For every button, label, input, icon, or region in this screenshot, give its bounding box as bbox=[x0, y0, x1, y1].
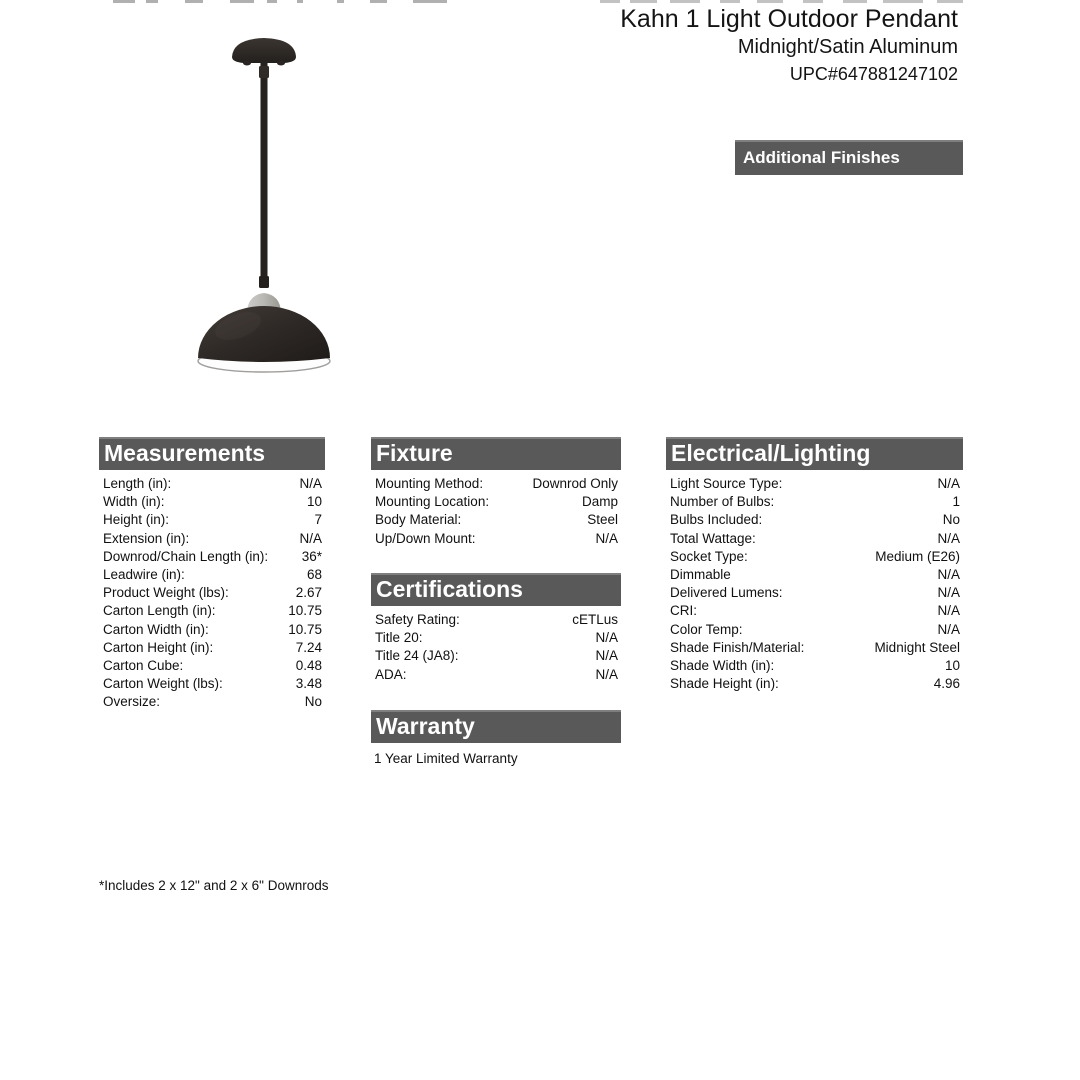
spec-row bbox=[666, 493, 963, 511]
spec-value: Downrod Only bbox=[532, 476, 618, 491]
spec-value: No bbox=[942, 512, 960, 528]
text-fragment bbox=[883, 0, 923, 3]
measurements-section bbox=[99, 437, 325, 711]
spec-label: Shade Finish/Material: bbox=[670, 639, 805, 655]
spec-value: 1 bbox=[952, 494, 960, 510]
downrod-footnote: *Includes 2 x 12" and 2 x 6" Downrods bbox=[99, 878, 329, 893]
spec-value: No bbox=[304, 694, 322, 710]
spec-row bbox=[371, 647, 621, 665]
spec-row bbox=[99, 530, 325, 548]
spec-label: Carton Width (in): bbox=[103, 621, 209, 637]
spec-value: cETLus bbox=[572, 612, 618, 627]
spec-row bbox=[99, 693, 325, 711]
spec-value: N/A bbox=[937, 476, 960, 491]
text-fragment bbox=[937, 0, 963, 3]
spec-value: N/A bbox=[595, 666, 618, 682]
spec-row bbox=[666, 530, 963, 548]
product-finish: Midnight/Satin Aluminum bbox=[737, 36, 958, 58]
text-fragment bbox=[370, 0, 387, 3]
spec-row bbox=[99, 639, 325, 657]
downrod bbox=[261, 60, 268, 288]
spec-value: 36* bbox=[301, 548, 322, 564]
text-fragment bbox=[803, 0, 823, 3]
additional-finishes-header: Additional Finishes bbox=[735, 140, 963, 175]
spec-label: Width (in): bbox=[103, 494, 165, 510]
spec-value: N/A bbox=[595, 630, 618, 646]
text-fragment bbox=[600, 0, 620, 3]
spec-row bbox=[99, 584, 325, 602]
spec-row bbox=[99, 548, 325, 566]
spec-value: 10.75 bbox=[288, 621, 322, 637]
spec-value: Steel bbox=[587, 512, 618, 528]
spec-row bbox=[666, 475, 963, 493]
certifications-section bbox=[371, 573, 621, 684]
spec-value: N/A bbox=[299, 476, 322, 491]
text-fragment bbox=[843, 0, 867, 3]
spec-row bbox=[99, 602, 325, 620]
text-fragment bbox=[720, 0, 740, 3]
spec-label: Product Weight (lbs): bbox=[103, 585, 229, 601]
text-fragment bbox=[230, 0, 254, 3]
text-fragment bbox=[297, 0, 303, 3]
spec-label: Height (in): bbox=[103, 512, 170, 528]
spec-label: Mounting Location: bbox=[375, 494, 490, 510]
spec-row bbox=[99, 511, 325, 529]
spec-label: Oversize: bbox=[103, 694, 161, 710]
product-upc: UPC#647881247102 bbox=[789, 64, 958, 84]
measurements-rows bbox=[99, 470, 325, 711]
spec-value: N/A bbox=[595, 530, 618, 546]
spec-label: Safety Rating: bbox=[375, 612, 460, 627]
spec-label: Delivered Lumens: bbox=[670, 585, 783, 601]
spec-label: Bulbs Included: bbox=[670, 512, 763, 528]
spec-row bbox=[666, 621, 963, 639]
text-fragment bbox=[337, 0, 344, 3]
spec-row bbox=[99, 657, 325, 675]
measurements-header: Measurements bbox=[99, 437, 325, 470]
spec-value: N/A bbox=[937, 621, 960, 637]
spec-value: 10 bbox=[944, 657, 960, 673]
spec-value: Medium (E26) bbox=[875, 548, 960, 564]
spec-row bbox=[666, 584, 963, 602]
spec-label: Carton Cube: bbox=[103, 657, 184, 673]
spec-value: 10 bbox=[306, 494, 322, 510]
text-fragment bbox=[185, 0, 203, 3]
spec-row bbox=[666, 657, 963, 675]
spec-row bbox=[99, 493, 325, 511]
spec-label: Total Wattage: bbox=[670, 530, 756, 546]
spec-label: Carton Length (in): bbox=[103, 603, 216, 619]
spec-value: N/A bbox=[937, 530, 960, 546]
spec-row bbox=[371, 511, 621, 529]
spec-row bbox=[371, 666, 621, 684]
spec-label: Number of Bulbs: bbox=[670, 494, 775, 510]
spec-value: N/A bbox=[937, 585, 960, 601]
certifications-header: Certifications bbox=[371, 573, 621, 606]
spec-label: Carton Weight (lbs): bbox=[103, 676, 223, 692]
spec-label: Carton Height (in): bbox=[103, 639, 214, 655]
spec-value: Midnight Steel bbox=[874, 639, 960, 655]
spec-label: Light Source Type: bbox=[670, 476, 783, 491]
spec-label: Dimmable bbox=[670, 566, 731, 582]
text-fragment bbox=[757, 0, 783, 3]
spec-value: 0.48 bbox=[295, 657, 322, 673]
spec-row bbox=[666, 675, 963, 693]
warranty-text: 1 Year Limited Warranty bbox=[374, 751, 518, 766]
text-fragment bbox=[670, 0, 700, 3]
spec-label: Title 20: bbox=[375, 630, 423, 646]
text-fragment bbox=[267, 0, 277, 3]
spec-label: Extension (in): bbox=[103, 530, 190, 546]
text-fragment bbox=[113, 0, 135, 3]
warranty-header: Warranty bbox=[371, 710, 621, 743]
spec-row bbox=[371, 493, 621, 511]
spec-row bbox=[371, 611, 621, 629]
spec-row bbox=[99, 475, 325, 493]
spec-row bbox=[371, 629, 621, 647]
spec-label: Downrod/Chain Length (in): bbox=[103, 548, 269, 564]
spec-value: 7.24 bbox=[295, 639, 322, 655]
spec-value: N/A bbox=[595, 648, 618, 664]
spec-label: Socket Type: bbox=[670, 548, 748, 564]
pendant-product-photo bbox=[170, 10, 390, 400]
spec-label: Body Material: bbox=[375, 512, 462, 528]
spec-label: Mounting Method: bbox=[375, 476, 484, 491]
spec-label: Shade Width (in): bbox=[670, 657, 775, 673]
spec-value: 68 bbox=[306, 566, 322, 582]
spec-row bbox=[666, 566, 963, 584]
spec-value: 10.75 bbox=[288, 603, 322, 619]
spec-row bbox=[666, 602, 963, 620]
spec-value: Damp bbox=[581, 494, 618, 510]
warranty-section bbox=[371, 710, 621, 768]
spec-row bbox=[99, 675, 325, 693]
canopy bbox=[232, 38, 296, 63]
fixture-section bbox=[371, 437, 621, 548]
text-fragment bbox=[413, 0, 447, 3]
spec-label: Up/Down Mount: bbox=[375, 530, 476, 546]
certifications-rows bbox=[371, 606, 621, 684]
title-block bbox=[620, 5, 958, 88]
text-fragment bbox=[146, 0, 158, 3]
spec-label: Shade Height (in): bbox=[670, 676, 779, 692]
spec-value: N/A bbox=[299, 530, 322, 546]
text-fragment bbox=[630, 0, 657, 3]
spec-label: Length (in): bbox=[103, 476, 172, 491]
spec-row bbox=[99, 566, 325, 584]
spec-label: ADA: bbox=[375, 666, 407, 682]
page-title: Kahn 1 Light Outdoor Pendant bbox=[620, 5, 958, 33]
spec-label: CRI: bbox=[670, 603, 697, 619]
spec-row bbox=[666, 511, 963, 529]
spec-row bbox=[371, 530, 621, 548]
spec-label: Color Temp: bbox=[670, 621, 743, 637]
fixture-header: Fixture bbox=[371, 437, 621, 470]
spec-value: 4.96 bbox=[933, 676, 960, 692]
spec-label: Title 24 (JA8): bbox=[375, 648, 459, 664]
electrical-section bbox=[666, 437, 963, 693]
electrical-header: Electrical/Lighting bbox=[666, 437, 963, 470]
spec-value: N/A bbox=[937, 603, 960, 619]
spec-row bbox=[99, 621, 325, 639]
electrical-rows bbox=[666, 470, 963, 693]
spec-value: N/A bbox=[937, 566, 960, 582]
fixture-rows bbox=[371, 470, 621, 548]
spec-value: 3.48 bbox=[295, 676, 322, 692]
spec-label: Leadwire (in): bbox=[103, 566, 185, 582]
spec-value: 2.67 bbox=[295, 585, 322, 601]
spec-row bbox=[666, 639, 963, 657]
spec-row bbox=[371, 475, 621, 493]
spec-row bbox=[666, 548, 963, 566]
spec-value: 7 bbox=[314, 512, 322, 528]
